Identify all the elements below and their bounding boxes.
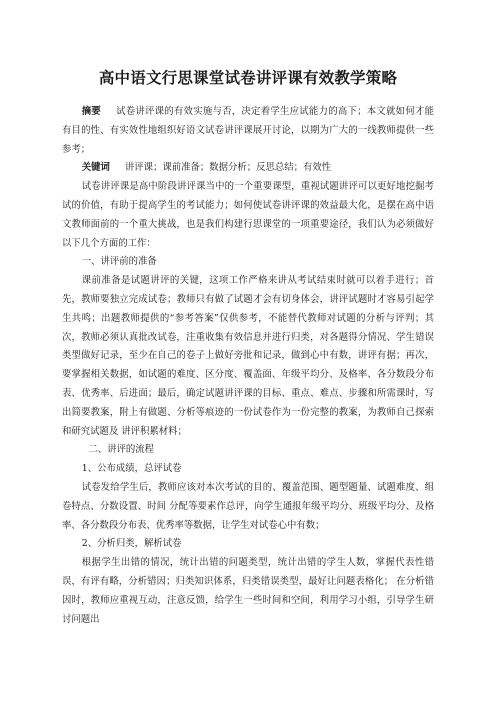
subsection1-paragraph: 试卷发给学生后，教师应该对本次考试的目的、覆盖范围、题型题量、试题难度、组卷特点、分数设置、时间 分配等要素作总评，向学生通报年级平均分、班级平均分、及格率、各分数段分布表、优秀率等数据，让学生对试卷心中有数； xyxy=(62,481,434,531)
keywords-text: 讲评课；课前准备；数据分析；反思总结；有效性 xyxy=(124,162,332,174)
keywords-label: 关键词 xyxy=(81,162,110,174)
section1-heading: 一、讲评前的准备 xyxy=(81,256,157,268)
abstract-label: 摘要 xyxy=(81,106,102,117)
document-title: 高中语文行思课堂试卷讲评课有效教学策略 xyxy=(98,69,398,87)
intro-paragraph: 试卷讲评课是高中阶段讲评课当中的一个重要课型，重视试题讲评可以更好地挖掘考试的价值，有助于提高学生的考试能力；如何使试卷讲评课的效益最大化，是摆在高中语文教师面前的一个重大挑战，也是我们构建行思课堂的一项重要途径，我们认为必须做好以下几个方面的工作： xyxy=(62,181,434,249)
document-body xyxy=(62,103,434,629)
abstract-text: 试卷讲评课的有效实施与否，决定着学生应试能力的高下；本文就如何才能有目的性、有实效性地组织好语文试卷讲评课展开讨论，以期为广大的一线教师提供一些参考； xyxy=(62,106,434,155)
subsection2-paragraph: 根据学生出错的情况，统计出错的问题类型，统计出错的学生人数，掌握代表性错误，有评有略，分析错因；归类知识体系，归类错误类型，最好让问题表格化； 在分析错因时，教师应重视互动，注意反馈，给学生一些时间和空间，利用学习小组，引导学生研讨问题出 xyxy=(62,557,434,625)
abstract-paragraph xyxy=(62,103,434,159)
section1-paragraph: 课前准备是试题讲评的关键，这项工作严格来讲从考试结束时就可以着手进行；首先，教师要独立完成试卷；教师只有做了试题才会有切身体会，讲评试题时才容易引起学生共鸣；出题教师提供的“参考答案”仅供参考，不能替代教师对试题的分析与评判；其次，教师必须认真批改试卷，注重收集有效信息并进行归类，对各题得分情况、学生错误类型做好记录，至少在自己的卷子上做好旁批和记录，做到心中有数，讲评有据；再次，要掌握相关数据，如试题的难度、区分度、覆盖面、年级平均分、及格率、各分数段分布表、优秀率、后进面；最后，确定试题讲评课的目标、重点、难点、步骤和所需课时，写出简要教案，附上有做题、分析等痕迹的一份试卷作为一份完整的教案，为教师自己探索和研究试题及 讲评积累材料； xyxy=(62,275,434,437)
subsection1-heading: 1、公布成绩，总评试卷 xyxy=(81,463,182,475)
subsection2-heading: 2、分析归类，解析试卷 xyxy=(81,538,182,550)
keywords-paragraph xyxy=(62,159,434,178)
section2-heading: 二、讲评的流程 xyxy=(88,444,154,456)
